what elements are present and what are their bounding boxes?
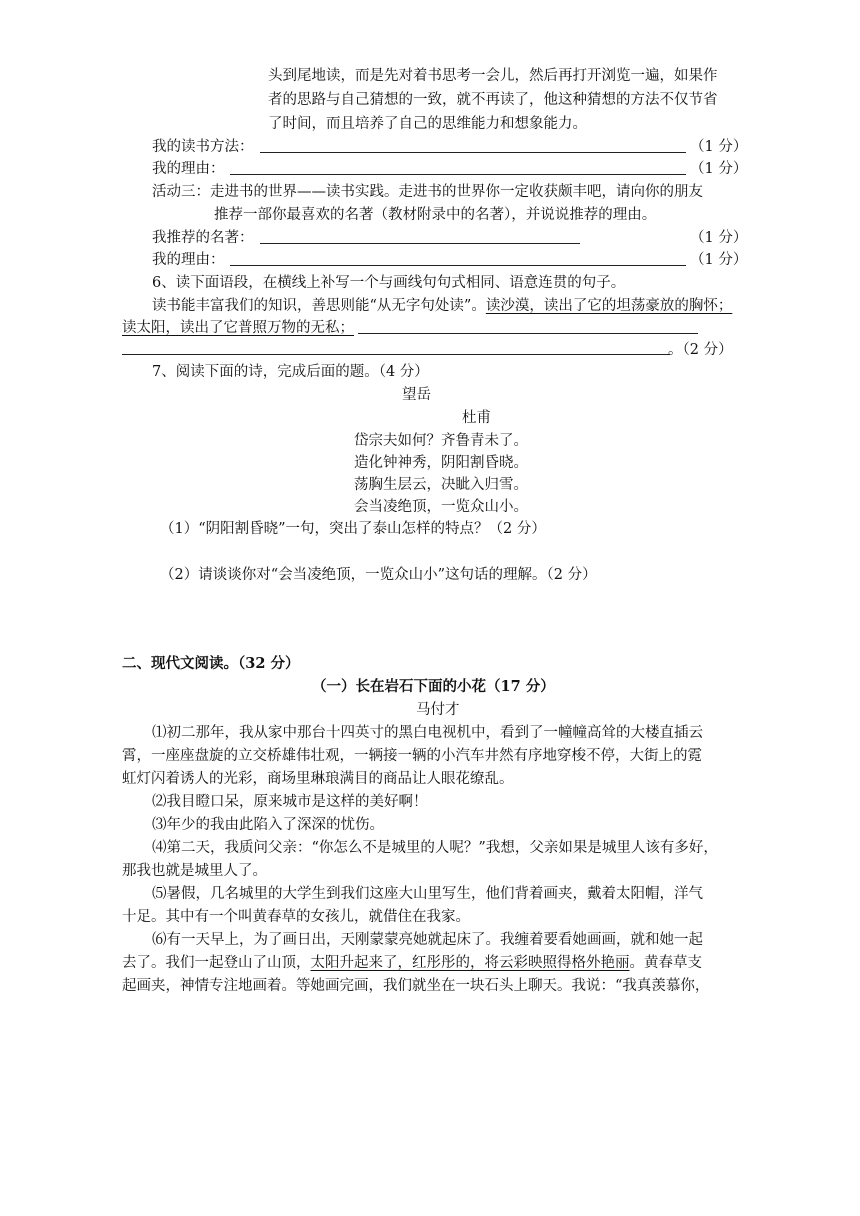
reason2-points: （1 分） [690,252,748,268]
q7-stem: 7、阅读下面的诗，完成后面的题。（4 分） [152,364,429,380]
quote-line-3: 了时间，而且培养了自己的思维能力和想象能力。 [268,116,587,132]
article-p6-underlined: 太阳升起来了，红彤彤的，将云彩映照得格外艳丽 [310,955,630,971]
reason2-label: 我的理由： [152,252,225,268]
method-answer-line[interactable] [260,152,686,153]
book-answer-line[interactable] [260,243,580,244]
q6-passage-text: 读书能丰富我们的知识，善思则能“从无字句处读”。 [152,298,486,314]
section2-heading: 二、现代文阅读。（32 分） [122,655,300,672]
article-p2: ⑵我目瞪口呆，原来城市是这样的美好啊！ [152,794,428,810]
article-author: 马付才 [416,702,460,718]
reason-points: （1 分） [690,161,748,177]
poem-author: 杜甫 [462,410,491,426]
q6-passage-line-2 [122,318,354,338]
article-p5-line-2: 十足。其中有一个叫黄春草的女孩儿，就借住在我家。 [122,909,470,925]
article-p1-line-3: 虹灯闪着诱人的光彩，商场里琳琅满目的商品让人眼花缭乱。 [122,771,514,787]
poem-line-3: 荡胸生层云，决眦入归雪。 [354,477,528,493]
activity3-line-1: 活动三：走进书的世界——读书实践。走进书的世界你一定收获颇丰吧，请向你的朋友 [152,184,703,200]
article-p6-line-1: ⑹有一天早上，为了画日出，天刚蒙蒙亮她就起床了。我缠着要看她画画，就和她一起 [152,932,703,948]
method-points: （1 分） [690,139,748,155]
activity3-line-2: 推荐一部你最喜欢的名著（教材附录中的名著），并说说推荐的理由。 [214,207,657,223]
q6-answer-line-2[interactable] [122,354,670,355]
article-p1-line-1: ⑴初二那年，我从家中那台十四英寸的黑白电视机中，看到了一幢幢高耸的大楼直插云 [152,725,703,741]
article-p6-text-b: 。黄春草支 [629,955,702,971]
reason2-answer-line[interactable] [230,265,686,266]
book-label: 我推荐的名著： [152,230,254,246]
article-p3: ⑶年少的我由此陷入了深深的忧伤。 [152,817,384,833]
poem-line-1: 岱宗夫如何？齐鲁青未了。 [354,433,528,449]
article-p6-text-a: 去了。我们一起登山了山顶， [122,955,311,971]
article-p6-line-2 [122,953,702,973]
q6-passage-line-1 [152,296,732,316]
quote-line-1: 头到尾地读，而是先对着书思考一会儿，然后再打开浏览一遍，如果作 [268,68,718,84]
reason-answer-line[interactable] [230,174,686,175]
q6-stem: 6、读下面语段，在横线上补写一个与画线句句式相同、语意连贯的句子。 [152,275,626,291]
poem-line-4: 会当凌绝顶，一览众山小。 [354,499,528,515]
q7-sub2: （2）请谈谈你对“会当凌绝顶，一览众山小”这句话的理解。（2 分） [160,567,597,583]
q6-underlined-sentence-1: 读沙漠，读出了它的坦荡豪放的胸怀； [485,298,733,314]
method-label: 我的读书方法： [152,139,254,155]
article-p4-line-2: 那我也就是城里人了。 [122,863,267,879]
quote-line-2: 者的思路与自己猜想的一致，就不再读了，他这种猜想的方法不仅节省 [268,92,718,108]
article-p5-line-1: ⑸暑假，几名城里的大学生到我们这座大山里写生，他们背着画夹，戴着太阳帽，洋气 [152,886,703,902]
reason-label: 我的理由： [152,161,225,177]
q6-end: 。（2 分） [668,342,733,358]
article-p4-line-1: ⑷第二天，我质问父亲：“你怎么不是城里的人呢？”我想，父亲如果是城里人该有多好， [152,840,718,856]
article-p1-line-2: 霄，一座座盘旋的立交桥雄伟壮观，一辆接一辆的小汽车井然有序地穿梭不停，大街上的霓 [122,748,702,764]
q6-answer-line-1[interactable] [358,333,698,334]
book-points: （1 分） [690,230,748,246]
article-title: （一）长在岩石下面的小花（17 分） [312,678,555,695]
article-p6-line-3: 起画夹，神情专注地画着。等她画完画，我们就坐在一块石头上聊天。我说：“我真羡慕你， [122,978,710,994]
q7-sub1: （1）“阴阳割昏晓”一句，突出了泰山怎样的特点？（2 分） [160,521,546,537]
poem-line-2: 造化钟神秀，阴阳割昏晓。 [354,455,528,471]
poem-title: 望岳 [402,387,431,403]
q6-underlined-sentence-2: 读太阳，读出了它普照万物的无私； [122,320,354,336]
